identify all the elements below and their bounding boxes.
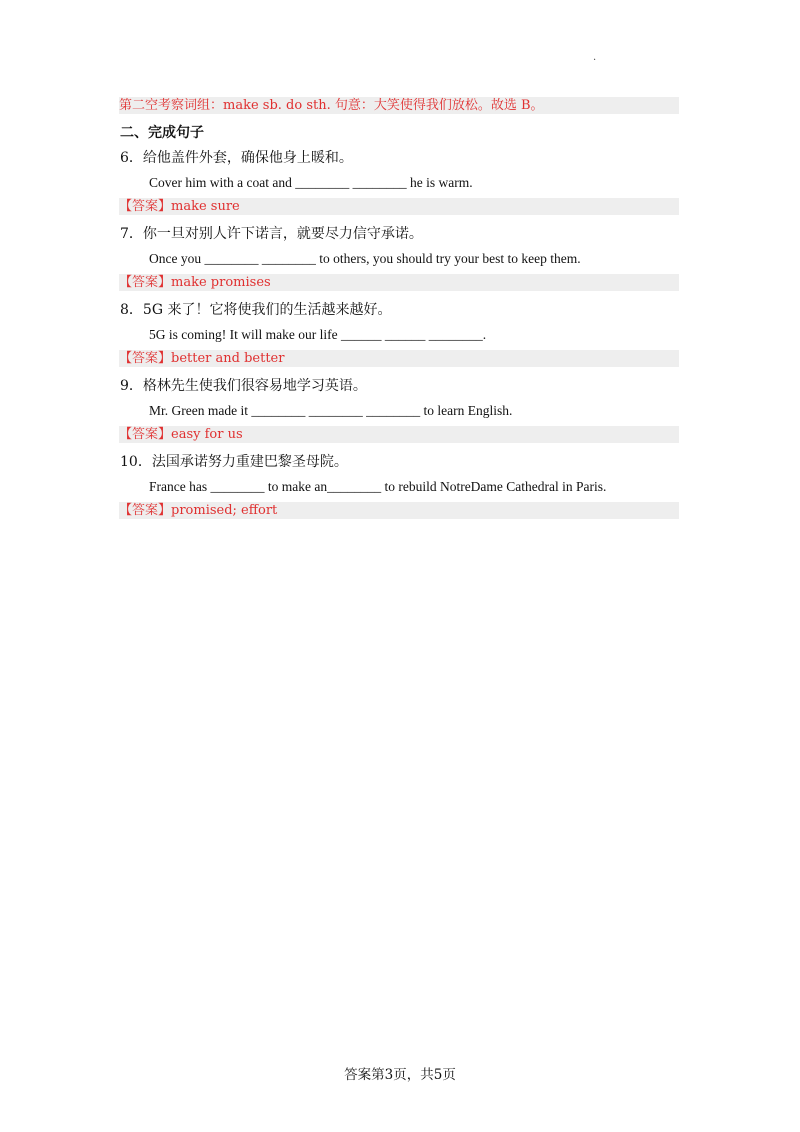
answer-line <box>119 426 679 443</box>
header-mark: . <box>593 52 597 63</box>
question-prompt: 8．5G 来了！它将使我们的生活越来越好。 <box>120 302 392 318</box>
question-sentence: France has ________ to make an________ to rebuild NotreDame Cathedral in Paris. <box>149 479 607 494</box>
answer-line <box>119 350 679 367</box>
question-sentence: Once you ________ ________ to others, you should try your best to keep them. <box>149 251 581 266</box>
question-prompt: 10．法国承诺努力重建巴黎圣母院。 <box>120 454 348 470</box>
page-footer: 答案第3页，共5页 <box>344 1067 456 1083</box>
question-prompt: 9．格林先生使我们很容易地学习英语。 <box>120 378 367 394</box>
answer-line <box>119 274 679 291</box>
answer-text: better and better <box>171 351 285 366</box>
question-prompt: 7．你一旦对别人许下诺言，就要尽力信守承诺。 <box>120 226 423 242</box>
answer-tag: 【答案】 <box>119 427 172 442</box>
answer-line <box>119 198 679 215</box>
answer-tag: 【答案】 <box>119 275 172 290</box>
section-heading: 二、完成句子 <box>120 125 204 141</box>
question-sentence: Cover him with a coat and ________ ________ he is warm. <box>149 175 473 190</box>
question-sentence: 5G is coming! It will make our life ______ ______ ________. <box>149 327 487 342</box>
question-prompt: 6．给他盖件外套，确保他身上暖和。 <box>120 150 353 166</box>
answer-text: promised; effort <box>171 503 278 518</box>
answer-tag: 【答案】 <box>119 351 172 366</box>
top-note: 第二空考察词组：make sb. do sth. 句意：大笑使得我们放松。故选 B。 <box>119 97 679 114</box>
answer-line <box>119 502 679 519</box>
answer-text: make sure <box>171 199 240 214</box>
answer-text: easy for us <box>171 427 243 442</box>
question-sentence: Mr. Green made it ________ ________ ________ to learn English. <box>149 403 513 418</box>
answer-tag: 【答案】 <box>119 503 172 518</box>
answer-tag: 【答案】 <box>119 199 172 214</box>
answer-text: make promises <box>171 275 271 290</box>
